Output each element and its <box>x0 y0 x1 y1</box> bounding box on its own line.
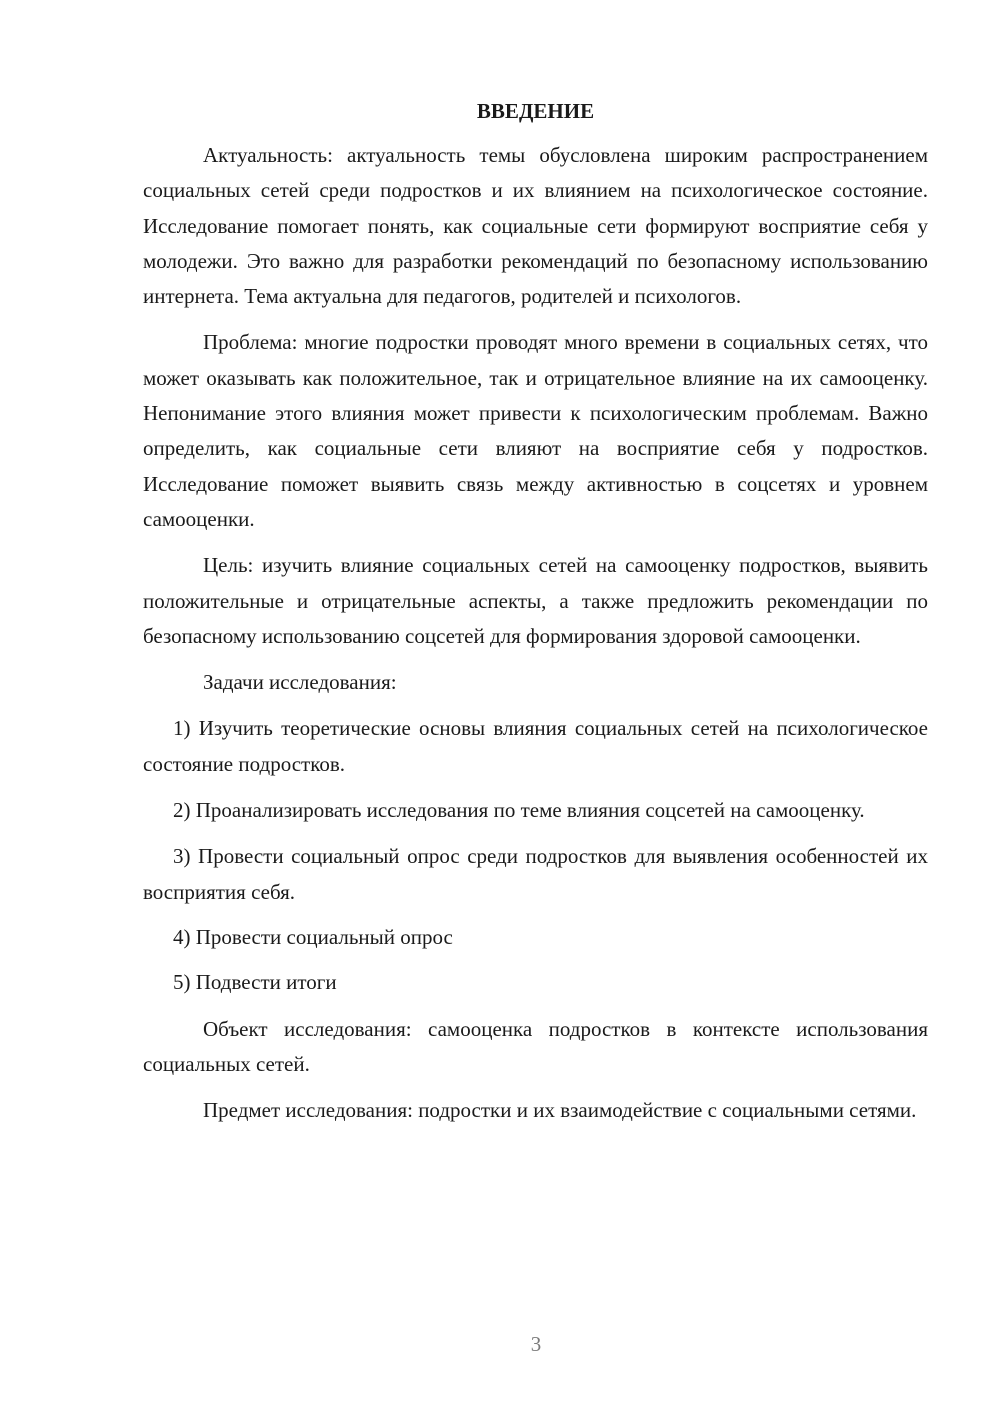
tasks-heading: Задачи исследования: <box>203 670 397 695</box>
object-paragraph: Объект исследования: самооценка подростков в контексте использования социальных сетей. <box>143 1016 928 1076</box>
goal-paragraph: Цель: изучить влияние социальных сетей на самооценку подростков, выявить положительные и отрицательные аспекты, а также предложить рекомендации по безопасному использованию соцсетей для формирования здоровой самооценки. <box>143 553 928 648</box>
task-item: 5) Подвести итоги <box>173 970 337 995</box>
subject-paragraph: Предмет исследования: подростки и их взаимодействие с социальными сетями. <box>203 1098 917 1123</box>
task-item: 1) Изучить теоретические основы влияния социальных сетей на психологическое состояние подростков. <box>143 716 928 776</box>
problem-paragraph: Проблема: многие подростки проводят много времени в социальных сетях, что может оказывать как положительное, так и отрицательное влияние на их самооценку. Непонимание этого влияния может привести к психологическим проблемам. Важно определить, как социальные сети влияют на восприятие себя у подростков. Исследование поможет выявить связь между активностью в соцсетях и уровнем самооценки. <box>143 330 928 531</box>
relevance-paragraph: Актуальность: актуальность темы обусловлена широким распространением социальных сетей среди подростков и их влиянием на психологическое состояние. Исследование помогает понять, как социальные сети формируют восприятие себя у молодежи. Это важно для разработки рекомендаций по безопасному использованию интернета. Тема актуальна для педагогов, родителей и психологов. <box>143 143 928 309</box>
page-number: 3 <box>530 1332 542 1356</box>
task-item: 4) Провести социальный опрос <box>173 924 453 949</box>
task-item: 3) Провести социальный опрос среди подростков для выявления особенностей их восприятия себя. <box>143 844 928 904</box>
document-page <box>143 96 928 1128</box>
task-item: 2) Проанализировать исследования по теме влияния соцсетей на самооценку. <box>173 798 865 823</box>
page-title: ВВЕДЕНИЕ <box>476 99 595 123</box>
